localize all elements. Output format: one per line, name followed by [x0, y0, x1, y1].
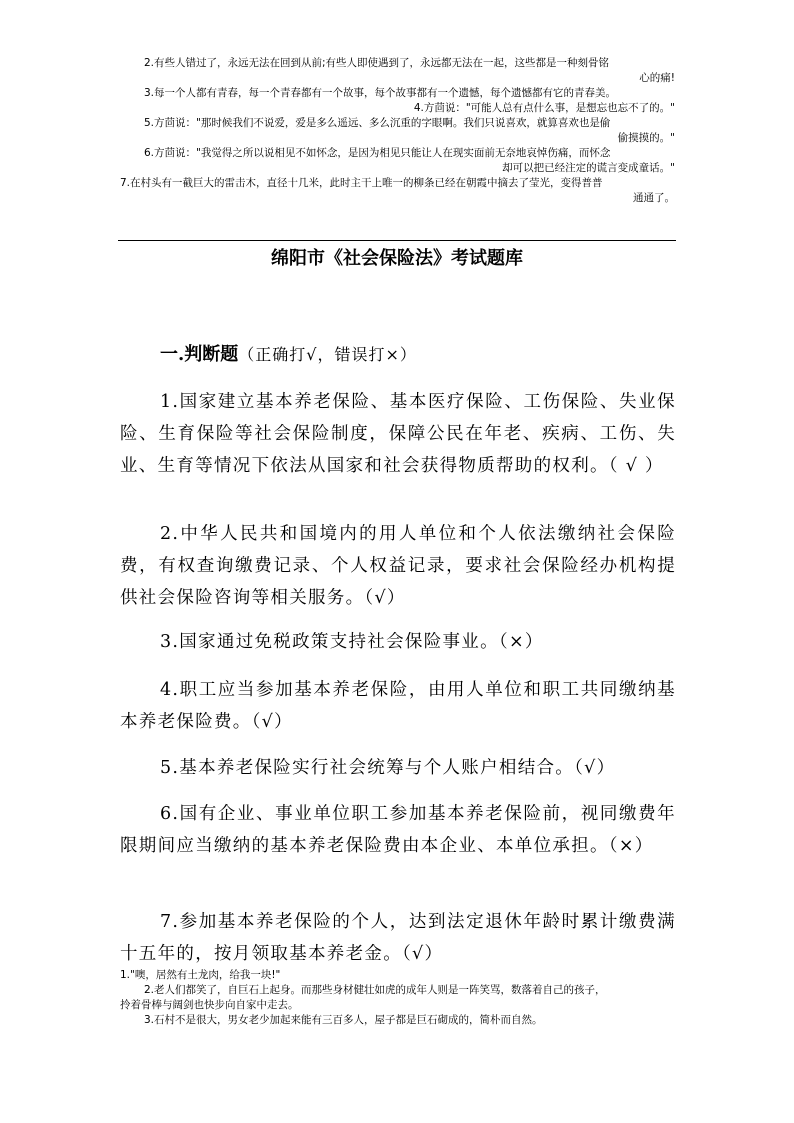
note-line: 2.有些人错过了，永远无法在回到从前;有些人即使遇到了，永远都无法在一起，这些都是一种刻骨铭: [144, 57, 610, 69]
question-item: [120, 386, 676, 482]
note-line: 却可以把已经注定的谎言变成童话。": [502, 162, 675, 174]
section-heading: [160, 340, 417, 370]
note-line: 通通了。: [633, 192, 675, 204]
note-line: 1."噢，居然有土龙肉，给我一块!": [120, 969, 281, 981]
question-item: [120, 518, 676, 614]
note-line: 3.每一个人都有青春，每一个青春都有一个故事，每个故事都有一个遗憾，每个遗憾都有它的青春美。: [144, 87, 617, 99]
question-text: 7.参加基本养老保险的个人，达到法定退休年龄时累计缴费满十五年的，按月领取基本养老金。（√）: [120, 912, 676, 964]
question-text: 4.职工应当参加基本养老保险，由用人单位和职工共同缴纳基本养老保险费。（√）: [120, 680, 676, 732]
note-line: 5.方茴说："那时候我们不说爱，爱是多么遥远、多么沉重的字眼啊。我们只说喜欢，就算喜欢也是偷: [144, 117, 611, 129]
note-line: 2.老人们都笑了，自巨石上起身。而那些身材健壮如虎的成年人则是一阵笑骂，数落着自己的孩子，: [144, 984, 606, 996]
bottom-notes: [120, 968, 680, 1028]
note-line: 7.在村头有一截巨大的雷击木，直径十几米，此时主干上唯一的柳条已经在朝霞中摘去了莹光，变得普普: [120, 177, 603, 189]
note-line: 偷摸摸的。": [617, 132, 675, 144]
question-text: 2.中华人民共和国境内的用人单位和个人依法缴纳社会保险费，有权查询缴费记录、个人权益记录，要求社会保险经办机构提供社会保险咨询等相关服务。（√）: [120, 524, 676, 608]
question-text: 5.基本养老保险实行社会统筹与个人账户相结合。（√）: [160, 758, 616, 778]
note-line: 3.石村不是很大，男女老少加起来能有三百多人，屋子都是巨石砌成的，简朴而自然。: [144, 1014, 543, 1026]
question-item: [120, 798, 676, 862]
question-item: [120, 906, 676, 970]
question-text: 6.国有企业、事业单位职工参加基本养老保险前，视同缴费年限期间应当缴纳的基本养老保险费由本企业、本单位承担。（×）: [120, 804, 676, 856]
question-text: 3.国家通过免税政策支持社会保险事业。（×）: [160, 632, 544, 652]
question-text: 1.国家建立基本养老保险、基本医疗保险、工伤保险、失业保险、生育保险等社会保险制度，保障公民在年老、疾病、工伤、失业、生育等情况下依法从国家和社会获得物质帮助的权利。（ √ ）: [120, 392, 676, 476]
section-heading-label: 一.判断题: [160, 344, 239, 365]
note-line: 心的痛!: [639, 72, 675, 84]
question-item: [120, 752, 676, 784]
section-heading-note: （正确打√，错误打×）: [238, 345, 417, 364]
question-item: [120, 626, 676, 658]
divider-rule: [118, 240, 676, 241]
note-line: 6.方茴说："我觉得之所以说相见不如怀念，是因为相见只能让人在现实面前无奈地哀悼伤痛，而怀念: [144, 147, 611, 159]
note-line: 4.方茴说："可能人总有点什么事，是想忘也忘不了的。": [413, 102, 675, 114]
question-item: [120, 674, 676, 738]
document-title: 绵阳市《社会保险法》考试题库: [271, 248, 523, 269]
top-notes: [120, 56, 675, 206]
note-line: 拎着骨棒与阔剑也快步向自家中走去。: [120, 999, 299, 1011]
